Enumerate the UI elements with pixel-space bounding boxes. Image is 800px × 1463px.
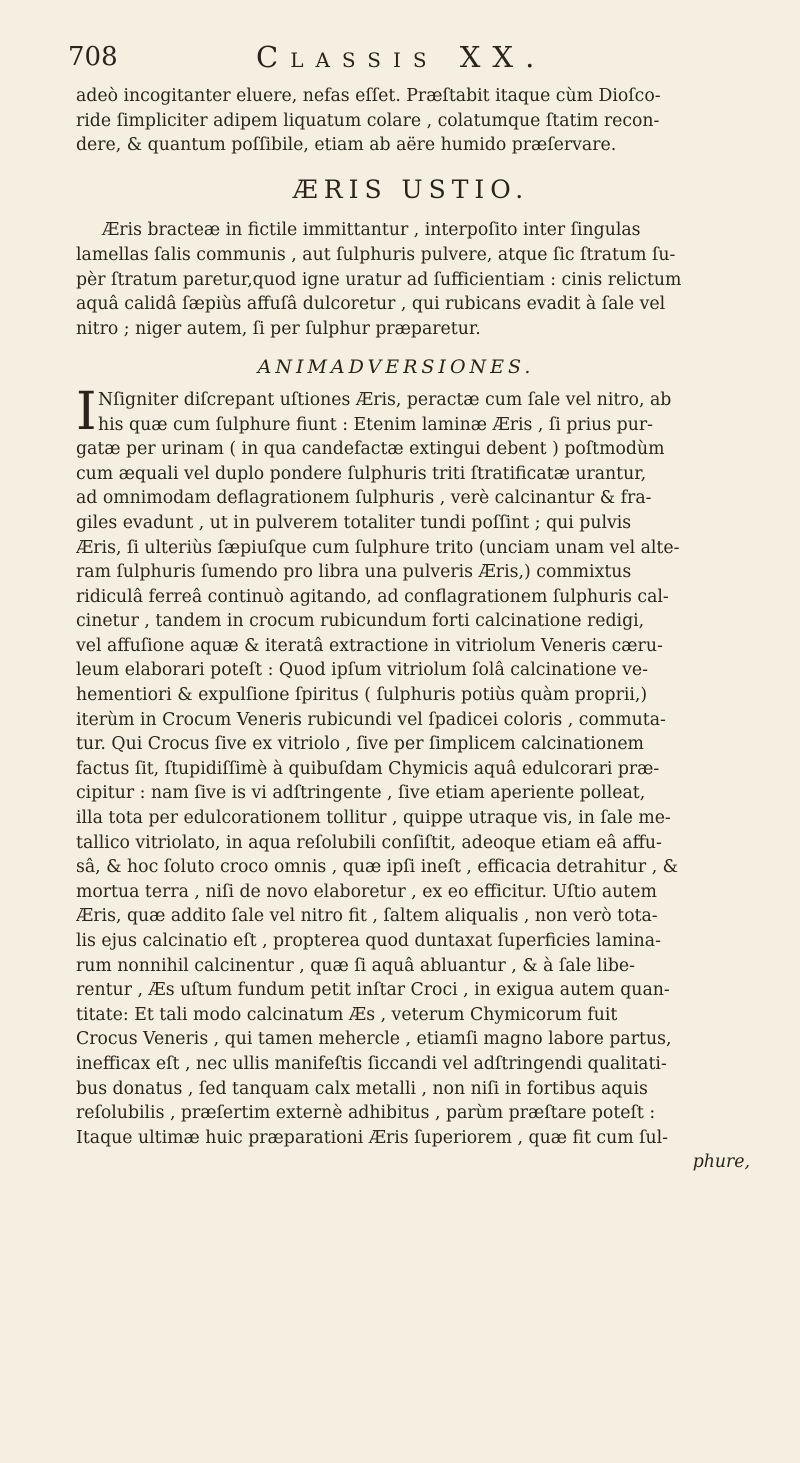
text-line: Æris, quæ addito ſale vel nitro fit , ſaltem aliqualis , non verò tota- xyxy=(76,906,658,927)
text-line: cum æquali vel duplo pondere ſulphuris triti ſtratificatæ urantur, xyxy=(76,463,647,484)
text-line: Æris bracteæ in fictile immittantur , interpoſito inter ſingulas xyxy=(102,220,641,241)
text-line: leum elaborari poteſt : Quod ipſum vitriolum ſolâ calcinatione ve- xyxy=(76,660,648,681)
text-line: reſolubilis , præſertim externè adhibitus , parùm præſtare poteſt : xyxy=(76,1103,656,1124)
subheading: ANIMADVERSIONES. xyxy=(257,356,535,379)
section-heading: ÆRIS USTIO. xyxy=(292,174,530,204)
text-line: pèr ſtratum paretur,quod igne uratur ad ſufficientiam : cinis relictum xyxy=(76,269,682,290)
catchword: phure, xyxy=(692,1152,750,1173)
text-line: giles evadunt , ut in pulverem totaliter tundi poſſint ; qui pulvis xyxy=(76,512,632,533)
drop-cap: I xyxy=(76,381,97,442)
text-line: iterùm in Crocum Veneris rubicundi vel ſpadicei coloris , commuta- xyxy=(76,709,666,730)
text-line: sâ, & hoc ſoluto croco omnis , quæ ipſi ineſt , efficacia detrahitur , & xyxy=(76,857,679,878)
text-line: hementiori & expulſione ſpiritus ( ſulphuris potiùs quàm proprii,) xyxy=(76,685,648,706)
text-line: factus ſit, ſtupidiſſimè à quibuſdam Chymicis aquâ edulcorari præ- xyxy=(76,758,660,779)
text-line: ad omnimodam deflagrationem ſulphuris , verè calcinantur & fra- xyxy=(76,488,652,509)
text-line: aquâ calidâ ſæpiùs affuſâ dulcoretur , qui rubicans evadit à ſale vel xyxy=(76,294,666,315)
text-line: nitro ; niger autem, ſi per ſulphur præparetur. xyxy=(76,318,481,339)
page-header xyxy=(68,38,756,84)
text-line: adeò incogitanter eluere, nefas eſſet. Præſtabit itaque cùm Dioſco- xyxy=(76,86,661,106)
text-line: lis ejus calcinatio eſt , propterea quod duntaxat ſuperficies lamina- xyxy=(76,931,661,951)
text-line: vel affuſione aquæ & iteratâ extractione in vitriolum Veneris cæru- xyxy=(76,635,663,656)
text-line: Itaque ultimæ huic præparationi Æris ſuperiorem , quæ fit cum ſul- xyxy=(76,1127,669,1148)
page-number: 708 xyxy=(68,42,118,72)
running-head: Classis XX. xyxy=(256,40,547,74)
text-line: Crocus Veneris , qui tamen mehercle , etiamſi magno labore partus, xyxy=(76,1029,672,1050)
text-line: Nſigniter diſcrepant uſtiones Æris, peractæ cum ſale vel nitro, ab xyxy=(98,389,672,410)
text-line: ram ſulphuris ſumendo pro libra una pulveris Æris,) commixtus xyxy=(76,562,632,583)
text-line: mortua terra , niſi de novo elaboretur , ex eo efficitur. Uſtio autem xyxy=(76,881,657,902)
text-line: gatæ per urinam ( in qua candefactæ extingui debent ) poſtmodùm xyxy=(76,439,665,460)
text-line: cinetur , tandem in crocum rubicundum forti calcinatione redigi, xyxy=(76,611,645,632)
text-line: inefficax eſt , nec ullis manifeſtis ſiccandi vel adſtringendi qualitati- xyxy=(76,1053,667,1074)
text-line: his quæ cum ſulphure fiunt : Etenim laminæ Æris , ſi prius pur- xyxy=(98,414,653,435)
intro-paragraph xyxy=(76,84,756,158)
text-line: illa tota per edulcorationem tollitur , quippe utraque vis, in ſale me- xyxy=(76,808,671,829)
text-line: tur. Qui Crocus ſive ex vitriolo , ſive per ſimplicem calcinationem xyxy=(76,734,644,755)
text-line: rentur , Æs uſtum fundum petit inſtar Croci , in exigua autem quan- xyxy=(76,980,670,1001)
text-line: titate: Et tali modo calcinatum Æs , veterum Chymicorum fuit xyxy=(76,1004,618,1025)
text-line: Æris, ſi ulteriùs ſæpiuſque cum ſulphure trito (unciam unam vel alte- xyxy=(76,537,680,558)
body-paragraph xyxy=(76,437,756,1150)
text-line: ride ſimpliciter adipem liquatum colare , colatumque ſtatim recon- xyxy=(76,110,660,131)
text-line: tallico vitriolato, in aqua reſolubili conſiſtit, adeoque etiam eâ affu- xyxy=(76,832,662,853)
section-paragraph xyxy=(76,218,756,341)
text-line: ridiculâ ferreâ continuò agitando, ad conflagrationem ſulphuris cal- xyxy=(76,586,669,607)
dropcap-paragraph-start xyxy=(76,381,756,442)
text-line: rum nonnihil calcinentur , quæ ſi aquâ abluantur , & à ſale libe- xyxy=(76,955,635,976)
text-line: dere, & quantum poſſibile, etiam ab aëre humido præſervare. xyxy=(76,135,617,156)
text-line: cipitur : nam ſive is vi adſtringente , ſive etiam aperiente polleat, xyxy=(76,783,646,804)
text-line: lamellas ſalis communis , aut ſulphuris pulvere, atque ſic ſtratum ſu- xyxy=(76,244,676,265)
text-line: bus donatus , ſed tanquam calx metalli , non niſi in fortibus aquis xyxy=(76,1078,648,1099)
main-text xyxy=(76,84,756,1175)
dropcap-lines xyxy=(98,388,671,437)
